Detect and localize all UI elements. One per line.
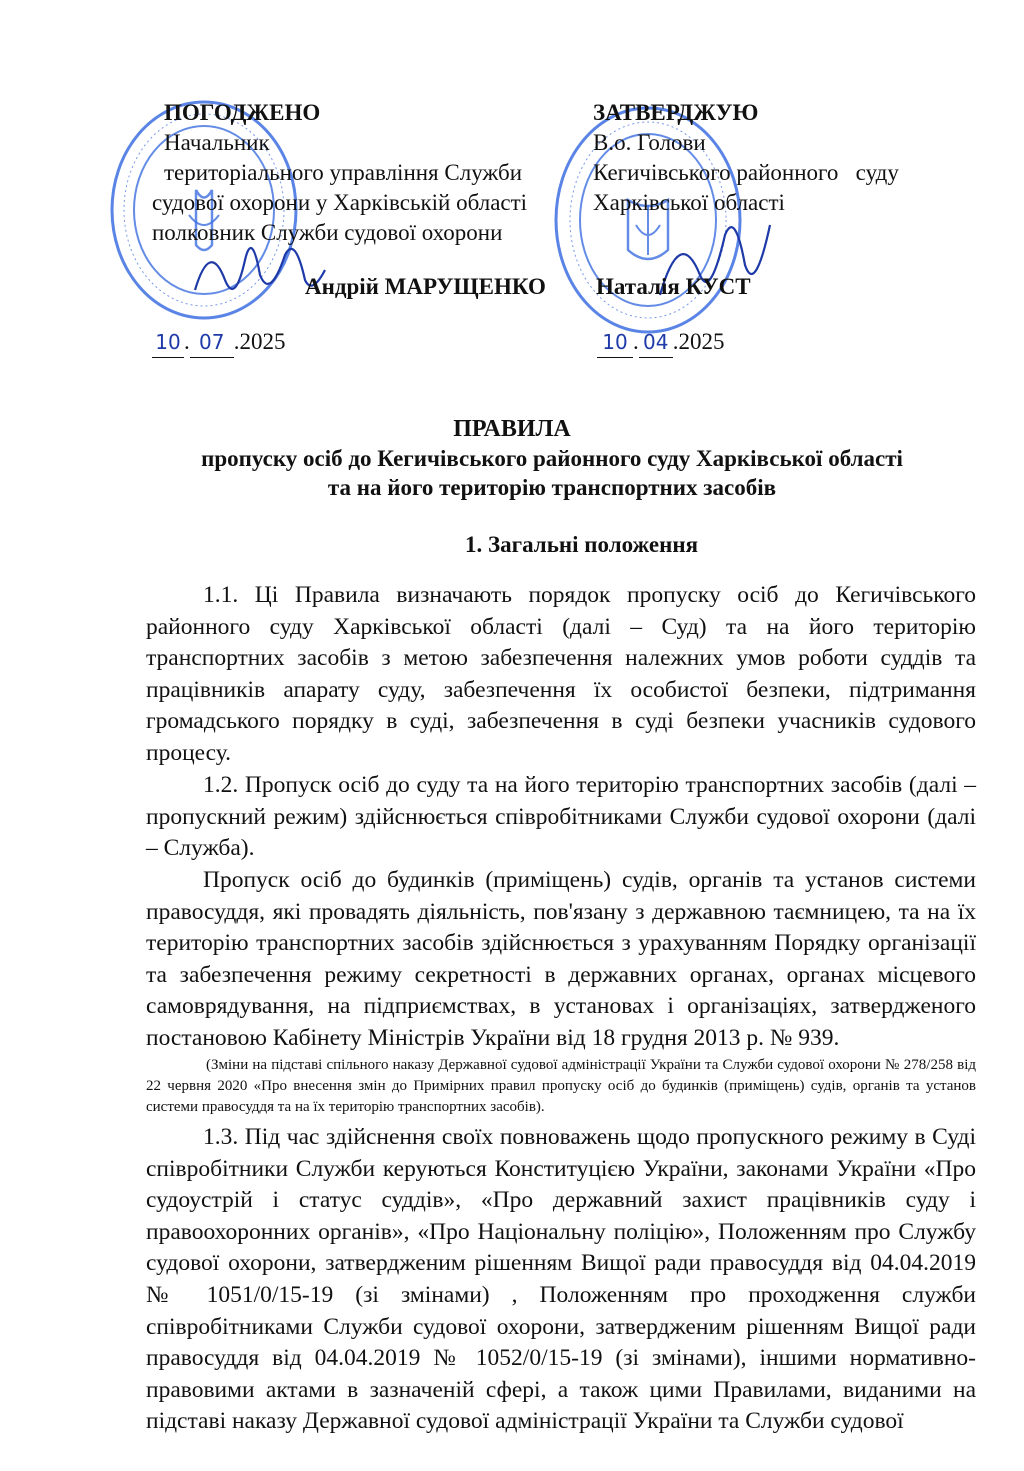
left-signatory-name: Андрій МАРУЩЕНКО <box>305 274 546 299</box>
right-date-year: .2025 <box>672 329 725 354</box>
amendment-note: (Зміни на підставі спільного наказу Державної судової адміністрації України та Служби судової охорони № 278/258 від 22 червня 2020 «Про внесення змін до Примірних правил пропуску осіб до будинків (приміщень) судів, органів та установ системи правосуддя та на їх територію транспортних засобів). <box>146 1057 976 1115</box>
document-subtitle-line-1: пропуску осіб до Кегичівського районного суду Харківської області <box>201 446 903 471</box>
document-title: ПРАВИЛА <box>453 416 571 442</box>
left-date-month: 07 <box>190 327 234 358</box>
left-date-year: .2025 <box>233 329 286 354</box>
left-line-1: Начальник <box>164 130 270 155</box>
paragraph-1-1: 1.1. Ці Правила визначають порядок пропуску осіб до Кегичівського районного суду Харківської області (далі – Суд) та на його територію транспортних засобів з метою забезпечення належних умов роботи суддів та працівників апарату суду, забезпечення їх особистої безпеки, підтримання громадського порядку в суді, забезпечення в суді безпеки учасників судового процесу. <box>146 582 976 766</box>
document-subtitle-line-2: та на його територію транспортних засобів <box>327 475 777 500</box>
left-date: 10 . 07 .2025 <box>152 327 286 358</box>
right-date-day: 10 <box>597 327 633 358</box>
left-date-day: 10 <box>152 327 184 358</box>
left-line-4: полковник Служби судової охорони <box>152 220 503 245</box>
approve-heading: ЗАТВЕРДЖУЮ <box>593 100 759 125</box>
paragraph-1-2: 1.2. Пропуск осіб до суду та на його територію транспортних засобів (далі – пропускний режим) здійснюється співробітниками Служби судової охорони (далі – Служба). <box>146 772 976 862</box>
right-date-month: 04 <box>639 327 673 358</box>
right-line-2: Кегичівського районного суду <box>593 160 899 185</box>
paragraph-1-3: 1.3. Під час здійснення своїх повноважень щодо пропускного режиму в Суді співробітники Служби керуються Конституцією України, законами України «Про судоустрій і статус суддів», «Про державний захист працівників суду і правоохоронних органів», «Про Національну поліцію», Положенням про Службу судової охорони, затвердженим рішенням Вищої ради правосуддя від 04.04.2019 № 1051/0/15-19 (зі змінами) , Положенням про проходження служби співробітниками Служби судової охорони, затвердженим рішенням Вищої ради правосуддя від 04.04.2019 № 1052/0/15-19 (зі змінами), іншими нормативно-правовими актами в зазначеній сфері, а також цими Правилами, виданими на підставі наказу Державної судової адміністрації України та Служби судової <box>146 1124 976 1435</box>
right-date: 10 . 04 .2025 <box>597 327 725 358</box>
right-line-3: Харківської області <box>593 190 785 215</box>
paragraph-1-2-continued: Пропуск осіб до будинків (приміщень) судів, органів та установ системи правосуддя, які провадять діяльність, пов'язану з державною таємницею, та на їх територію транспортних засобів здійснюється з урахуванням Порядку організації та забезпечення режиму секретності в державних органах, органах місцевого самоврядування, на підприємствах, в установах і організаціях, затвердженого постановою Кабінету Міністрів України від 18 грудня 2013 р. № 939. <box>146 867 976 1051</box>
right-signatory-name: Наталія КУСТ <box>596 274 751 299</box>
approval-heading: ПОГОДЖЕНО <box>164 100 321 125</box>
left-line-2: територіального управління Служби <box>164 160 523 185</box>
right-line-1: В.о. Голови <box>593 130 706 155</box>
left-line-3: судової охорони у Харківській області <box>152 190 528 215</box>
section-heading: 1. Загальні положення <box>465 532 699 557</box>
